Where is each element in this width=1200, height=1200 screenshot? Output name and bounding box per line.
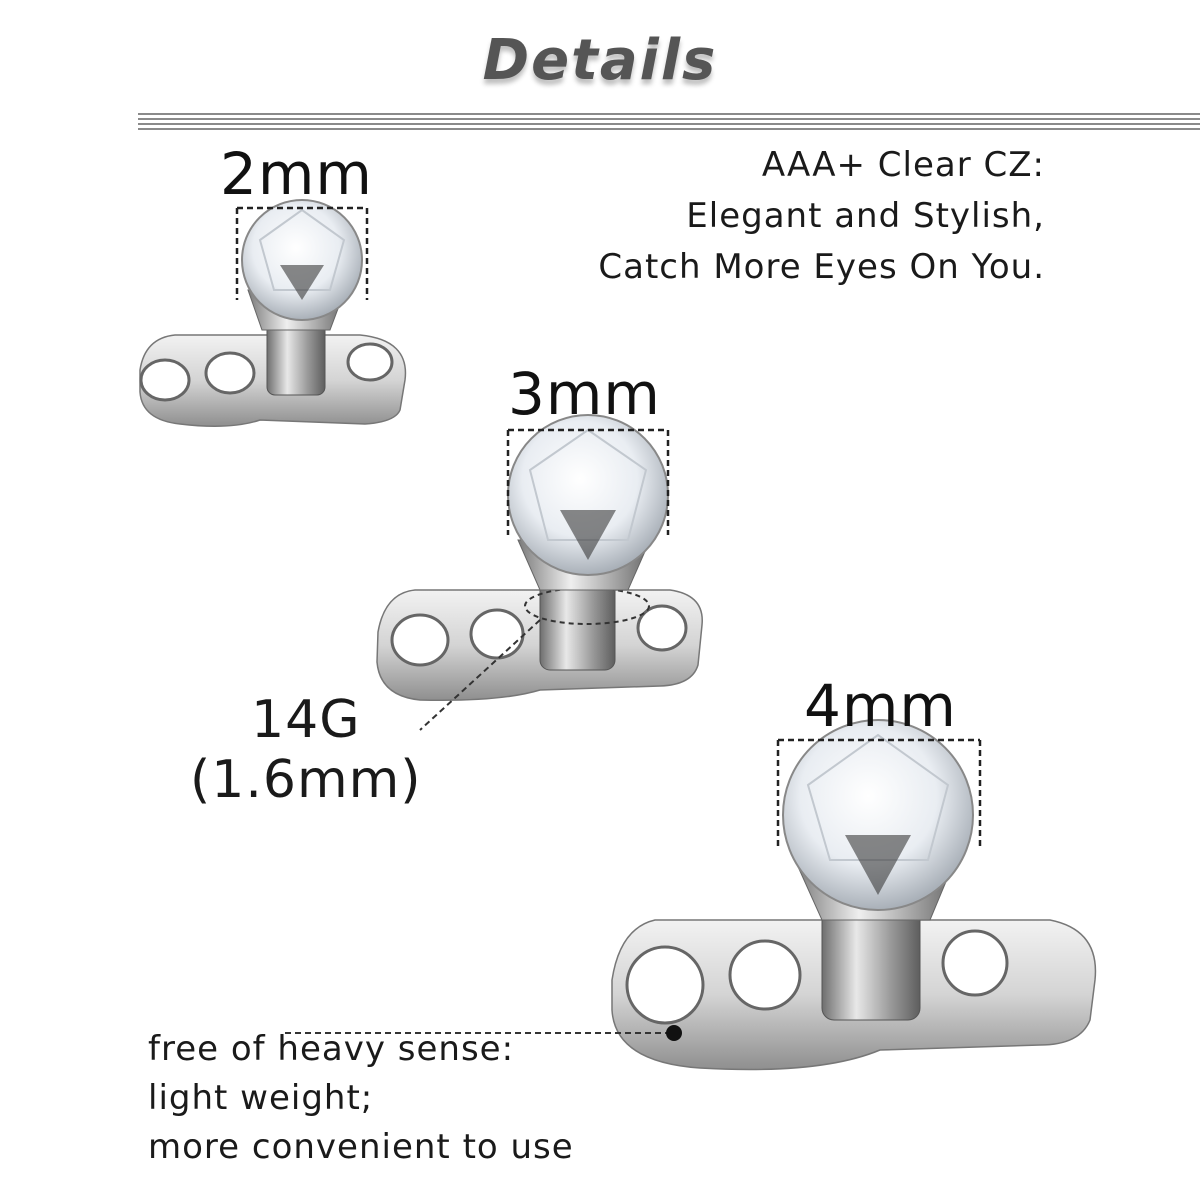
gauge-label: 14G xyxy=(251,690,361,750)
cz-description-line: AAA+ Clear CZ: xyxy=(761,145,1045,185)
size-label-medium: 3mm xyxy=(508,360,661,428)
size-label-large: 4mm xyxy=(804,672,957,740)
gauge-metric: (1.6mm) xyxy=(190,750,422,810)
cz-description-line: Elegant and Stylish, xyxy=(686,196,1045,236)
cz-description-line: Catch More Eyes On You. xyxy=(598,247,1045,287)
anchor-small xyxy=(140,200,405,426)
anchor-large xyxy=(612,720,1095,1070)
weight-description-line: free of heavy sense: xyxy=(148,1029,515,1069)
weight-description xyxy=(148,1025,574,1172)
weight-description-line: more convenient to use xyxy=(148,1127,574,1167)
page-title: Details xyxy=(482,28,718,93)
weight-description-line: light weight; xyxy=(148,1078,374,1118)
size-label-small: 2mm xyxy=(220,140,373,208)
gauge-callout xyxy=(190,690,422,810)
cz-description xyxy=(598,140,1045,293)
anchor-medium xyxy=(377,415,702,700)
